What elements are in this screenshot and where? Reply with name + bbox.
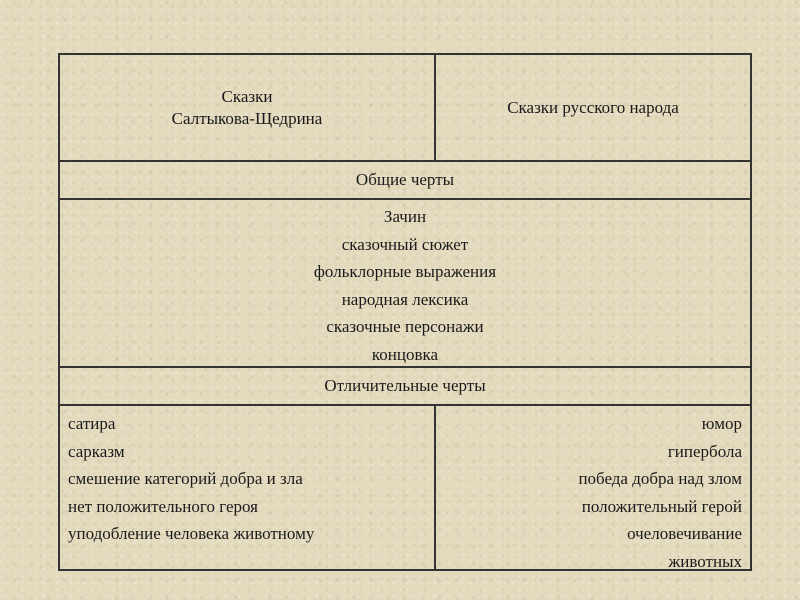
common-item: народная лексика bbox=[341, 289, 469, 309]
header-right-text: Сказки русского народа bbox=[507, 97, 679, 117]
distinct-right-list bbox=[444, 410, 742, 575]
distinct-left-cell bbox=[60, 406, 436, 569]
header-left-line2: Салтыкова-Щедрина bbox=[171, 108, 323, 128]
common-title-row bbox=[60, 162, 750, 200]
header-cell-saltykov bbox=[60, 55, 436, 160]
common-items-row bbox=[60, 200, 750, 368]
distinct-left-item: смешение категорий добра и зла bbox=[68, 469, 303, 488]
common-item: сказочные персонажи bbox=[326, 317, 484, 336]
distinct-right-item: победа добра над злом bbox=[578, 469, 742, 488]
common-item: фольклорные выражения bbox=[313, 262, 497, 281]
distinct-left-item: сатира bbox=[68, 414, 116, 433]
common-item: Зачин bbox=[383, 207, 427, 226]
distinct-right-item: животных bbox=[668, 551, 742, 571]
distinct-right-item: положительный герой bbox=[581, 496, 742, 516]
comparison-table bbox=[58, 53, 752, 571]
distinct-left-item: уподобление человека животному bbox=[68, 524, 315, 543]
header-row bbox=[60, 55, 750, 162]
distinct-left-list bbox=[68, 410, 426, 548]
distinct-title-row bbox=[60, 368, 750, 406]
distinct-title: Отличительные черты bbox=[324, 376, 486, 395]
distinct-items-row bbox=[60, 406, 750, 569]
common-item: сказочный сюжет bbox=[341, 234, 469, 254]
distinct-right-item: гипербола bbox=[667, 441, 742, 461]
distinct-right-cell bbox=[436, 406, 750, 569]
common-items-list bbox=[60, 203, 750, 368]
header-left-line1: Сказки bbox=[221, 86, 273, 106]
common-title: Общие черты bbox=[355, 170, 455, 189]
distinct-right-item: очеловечивание bbox=[627, 524, 742, 543]
distinct-left-item: сарказм bbox=[68, 441, 125, 461]
common-item: концовка bbox=[371, 344, 439, 364]
distinct-right-item: юмор bbox=[701, 414, 742, 433]
header-cell-folk bbox=[436, 55, 750, 160]
distinct-left-item: нет положительного героя bbox=[68, 496, 258, 516]
